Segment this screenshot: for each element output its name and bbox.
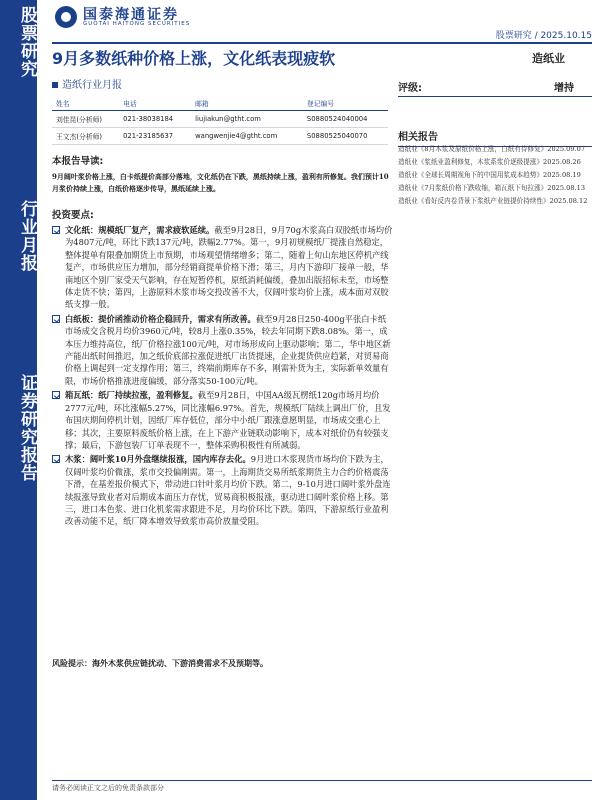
analyst-reg: S0880524040004 [303, 111, 388, 128]
table-row [52, 128, 388, 145]
related-report-item[interactable]: 造纸业《8月木浆及原纸价格上涨，白纸有待修复》2025.09.07 [398, 145, 586, 153]
list-item [52, 224, 394, 311]
related-report-item[interactable]: 造纸业《全球长周期视角下的中国用浆成本趋势》2025.08.19 [398, 171, 581, 179]
footer-disclaimer: 请务必阅读正文之后的免责条款部分 [52, 784, 164, 792]
rating-label: 评级: [398, 83, 422, 94]
checkbox-bullet-icon [52, 391, 60, 399]
company-logo-icon [55, 6, 77, 28]
sidebar-label-monthly: 行业月报 [17, 200, 37, 272]
page-header [37, 0, 600, 41]
list-item [52, 453, 394, 527]
report-meta: 股票研究 / 2025.10.15 [495, 31, 592, 41]
guide-text: 9月阔叶浆价格上涨，白卡纸提价高部分落地，文化纸仍在下跌，黑纸持续上涨，盈利有所修复。我们预计10月浆价持续上涨，白纸价格逐步传导，黑纸延续上涨。 [52, 172, 389, 193]
footer-divider [52, 780, 592, 781]
analyst-email[interactable]: wangwenjie4@gtht.com [191, 128, 303, 145]
related-reports-title: 相关报告 [398, 128, 592, 147]
analyst-phone: 021-23185637 [119, 128, 191, 145]
point-body: 截至9月28日250-400g平张白卡纸市场成交含税月均价3960元/吨，较8月上涨0.35%，较去年同期下跌8.08%。第一，成本压力维持高位，纸厂价格拉涨100元/吨，对市场形成向上驱动影响；第二，华中地区新产能出纸时间推迟，加之纸价底部拉涨促进纸厂出货提速，企业提货供应趋紧，对贸易商价格上调起到一定支撑作用；第三，终端前期库存不多，刚需补货为主，实际新单效量有限，市场价格推涨进度偏缓，部分落实50-100元/吨。 [65, 313, 391, 386]
investment-points-label: 投资要点: [52, 210, 94, 221]
analyst-name: 刘佳昆(分析师) [52, 111, 119, 128]
logo-text-en: GUOTAI HAITONG SECURITIES [83, 21, 191, 27]
analyst-header-name: 姓名 [52, 96, 119, 111]
analyst-phone: 021-38038184 [119, 111, 191, 128]
subtitle-text: 造纸行业月报 [62, 80, 122, 91]
analyst-name: 王文杰(分析师) [52, 128, 119, 145]
investment-points [52, 224, 394, 530]
risk-warning: 风险提示：海外木浆供应链扰动、下游消费需求不及预期等。 [52, 658, 268, 668]
logo-text-cn: 国泰海通证券 [83, 7, 179, 23]
analyst-reg: S0880525040070 [303, 128, 388, 145]
list-item [52, 389, 394, 451]
analyst-header-email: 邮箱 [191, 96, 303, 111]
report-title: 9月多数纸种价格上涨，文化纸表现疲软 [52, 49, 336, 68]
point-head: 箱瓦纸：纸厂持续拉涨，盈利修复。 [65, 390, 198, 401]
point-body: 9月进口木浆现货市场均价下跌为主，仅阔叶浆均价微涨，浆市交投偏刚需。第一，上海期货交易所纸浆期货主力合约价格震荡下滑，在基差报价模式下，带动进口针叶浆月均价下跌。第二，9-10月进口阔叶浆外盘连续报涨导致业者对后期成本面压力存忧，贸易商积极报涨，驱动进口阔叶浆价格上移。第三，进口本色浆、进口化机浆需求跟进不足，月均价环比下跌。第四，下游原纸行业盈利改善动能不足，纸厂降本增效导致浆市高价放量受阻。 [65, 454, 391, 527]
analyst-header-reg: 登记编号 [303, 96, 388, 111]
checkbox-bullet-icon [52, 455, 60, 463]
analyst-table [52, 96, 388, 145]
table-row [52, 111, 388, 128]
square-bullet-icon [52, 82, 58, 88]
industry-name: 造纸业 [532, 52, 565, 65]
report-subtitle [52, 76, 122, 91]
point-body: 截至9月28日，中国AA级瓦楞纸120g市场月均价2777元/吨，环比涨幅5.27%，同比涨幅6.97%。首先，规模纸厂陆续上调出厂价，且发布国庆期间停机计划，因纸厂库存低位，部分中小纸厂跟涨意愿明显，市场成交重心上移；其次，主要原料废纸价格上涨，在上下游产业链联动影响下，成本对纸价仍有较强支撑；最后，下游包装厂订单表现不一，整体采购积极性有所减弱。 [65, 390, 391, 450]
sidebar [0, 0, 37, 800]
point-body: 截至9月28日，9月70g木浆高白双胶纸市场均价为4807元/吨，环比下跌137元/吨，跌幅2.77%。第一，9月初规模纸厂提涨自然稳定，整体提单有限叠加期货上市预期，市场观望情绪增多；第二，随着上旬山东地区停机产线复产，市场供应压力增加，部分经销商提单价格下滑；第三，月内下游印厂接单一般，华南地区个别厂家受天气影响，存在短暂停机，原纸消耗偏缓，叠加出版招标未至，市场整体走货不快；第四，上游原料木浆市场交投改善不大，仅阔叶浆均价上涨，成本面对双胶纸支撑一般。 [65, 225, 393, 310]
related-report-item[interactable]: 造纸业《7月浆纸价格下跌收缩，箱瓦纸下旬拉涨》2025.08.13 [398, 184, 586, 192]
checkbox-bullet-icon [52, 315, 60, 323]
point-head: 文化纸：规模纸厂复产，需求疲软延续。 [65, 225, 215, 235]
header-divider [52, 42, 592, 44]
sidebar-label-stock-research: 股票研究 [17, 6, 37, 78]
rating-row [398, 76, 592, 97]
analyst-header-phone: 电话 [119, 96, 191, 111]
rating-value: 增持 [554, 83, 574, 94]
list-item [52, 313, 394, 387]
related-report-item[interactable]: 造纸业《看好反内卷背景下浆纸产业链提价持续性》2025.08.12 [398, 197, 588, 205]
point-head: 白纸板：提价函推动价格企稳回升，需求有所改善。 [65, 313, 256, 324]
sidebar-label-securities-report: 证券研究报告 [17, 374, 37, 482]
related-reports-list [398, 144, 592, 209]
analyst-email[interactable]: liujiakun@gtht.com [191, 111, 303, 128]
related-report-item[interactable]: 造纸业《浆纸业盈利修复，木浆系浆价逐级提涨》2025.08.26 [398, 158, 581, 166]
point-head: 木浆：阔叶浆10月外盘继续报涨，国内库存去化。 [65, 454, 251, 465]
guide-label: 本报告导读: [52, 156, 104, 167]
checkbox-bullet-icon [52, 226, 60, 234]
